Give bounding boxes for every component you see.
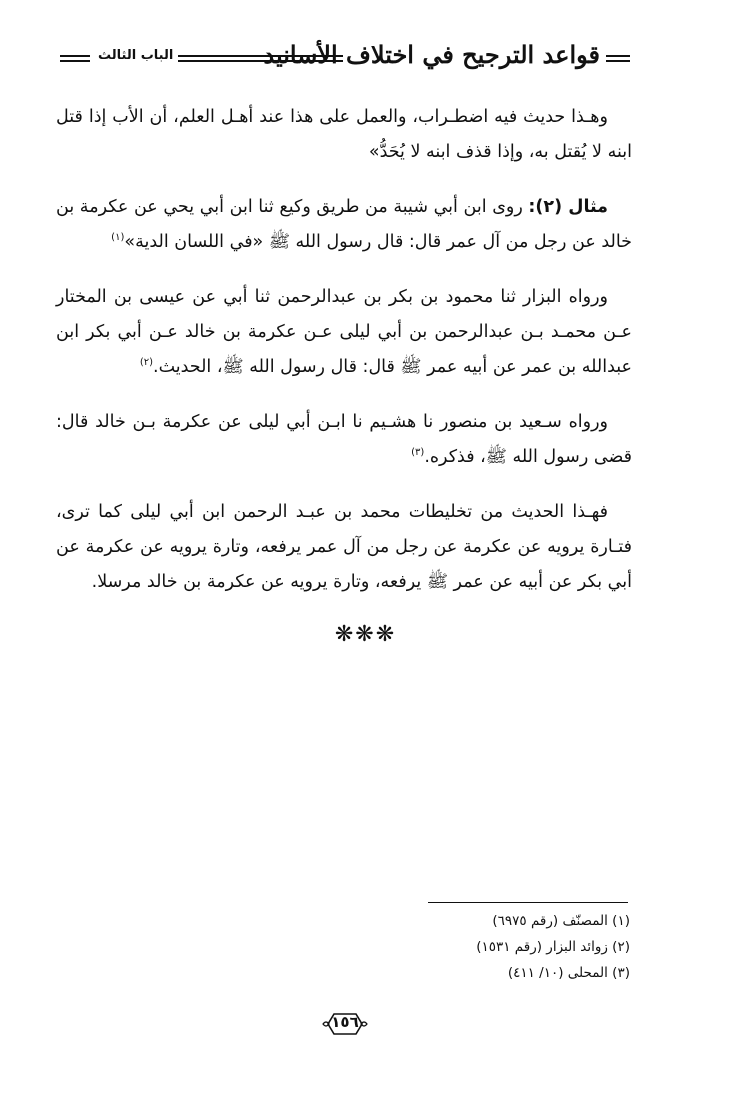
book-title: قواعد الترجيح في اختلاف الأسانيد xyxy=(263,40,600,69)
header-rule-left xyxy=(60,55,90,62)
running-header xyxy=(58,40,630,84)
footnote-item: (٣) المحلى (١٠/ ٤١١) xyxy=(507,965,630,981)
main-text xyxy=(56,100,632,620)
example-label: مثال (٢): xyxy=(528,197,608,217)
footnote-ref[interactable]: (٢) xyxy=(139,357,153,369)
paragraph-text: فهـذا الحديث من تخليطات محمد بن عبـد الرحمن ابن أبي ليلى كما ترى، فتـارة يرويه عن عكرمة عن رجل من آل عمر يرفعه، وتارة يرويه عن عكرمة عن أبي بكر عن أبيه عن عمر ﷺ يرفعه، وتارة يرويه عن عكرمة بن خالد مرسلا. xyxy=(56,502,632,592)
paragraph xyxy=(56,280,632,385)
chapter-label: الباب الثالث xyxy=(98,48,174,63)
header-rule-right xyxy=(606,55,630,62)
paragraph-text: وهـذا حديث فيه اضطـراب، والعمل على هذا عند أهـل العلم، أن الأب إذا قتل ابنه لا يُقتل به، وإذا قذف ابنه لا يُحَدُّ» xyxy=(56,107,632,162)
footnote-ref[interactable]: (١) xyxy=(111,232,125,244)
page-number-text: ١٥٦ xyxy=(331,1013,359,1031)
paragraph-text: ورواه البزار ثنا محمود بن بكر بن عبدالرحمن ثنا أبي عن عيسى بن المختار عـن محمـد بـن عبدالرحمن بن أبي ليلى عـن عكرمة بن خالد عـن أبي بكر ابن عبدالله بن عمر عن أبيه عمر ﷺ قال: قال رسول الله ﷺ، الحديث. xyxy=(56,287,632,377)
footnote-divider xyxy=(428,902,628,903)
paragraph xyxy=(56,100,632,170)
footnote-ref[interactable]: (٣) xyxy=(411,447,425,459)
paragraph-text: ورواه سـعيد بن منصور نا هشـيم نا ابـن أبي ليلى عن عكرمة بـن خالد قال: قضى رسول الله ﷺ، فذكره. xyxy=(56,412,632,467)
footnote-item: (١) المصنّف (رقم ٦٩٧٥) xyxy=(492,913,630,929)
paragraph xyxy=(56,190,632,260)
paragraph xyxy=(56,405,632,475)
paragraph xyxy=(56,495,632,600)
footnotes xyxy=(380,908,630,986)
section-separator: ❋❋❋ xyxy=(334,622,397,647)
paragraph-text: روى ابن أبي شيبة من طريق وكيع ثنا ابن أبي يحي عن عكرمة بن خالد عن رجل من آل عمر قال: قال رسول الله ﷺ «في اللسان الدية» xyxy=(56,197,632,252)
footnote-item: (٢) زوائد البزار (رقم ١٥٣١) xyxy=(476,939,630,955)
page-number xyxy=(320,1010,370,1038)
